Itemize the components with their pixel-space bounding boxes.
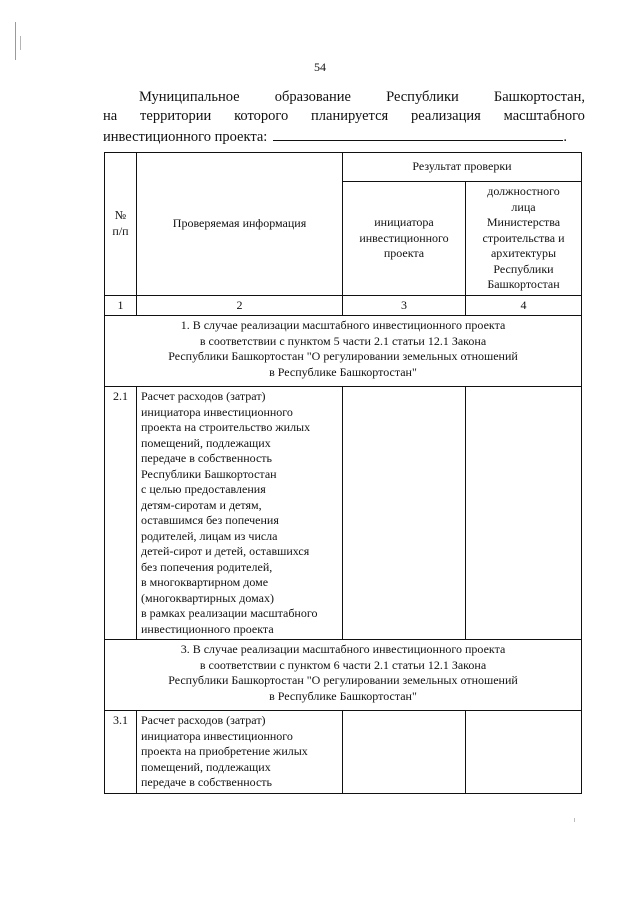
intro-line-2 (103, 107, 585, 126)
column-number-row (105, 295, 582, 316)
table-row (105, 711, 582, 794)
official-result-cell (466, 711, 582, 794)
initiator-result-cell (343, 711, 466, 794)
intro-word: территории (140, 108, 212, 124)
row-description: Расчет расходов (затрат) инициатора инвестиционного проекта на строительство жилых помещений, подлежащих передаче в собственность Республики Башкортостан с целью предоставления детям-сиротам и детям, оставшимся без попечения родителей, лицам из числа детей-сирот и детей, оставшихся без попечения родителей, в многоквартирном доме (многоквартирных домах) в рамках реализации масштабного инвестиционного проекта (137, 387, 343, 640)
column-number: 2 (137, 295, 343, 316)
scan-artifact (574, 818, 575, 822)
section-1-heading: 1. В случае реализации масштабного инвестиционного проекта в соответствии с пунктом 5 части 2.1 статьи 12.1 Закона Республики Башкортостан "О регулировании земельных отношений в Республике Башкортостан" (105, 316, 582, 387)
intro-word: масштабного (503, 108, 585, 124)
intro-word: которого (234, 108, 289, 124)
intro-line-1 (103, 88, 585, 107)
row-number: 3.1 (105, 711, 137, 794)
column-number: 3 (343, 295, 466, 316)
column-number: 1 (105, 295, 137, 316)
intro-word: Башкортостан, (493, 89, 585, 105)
intro-word: Республики (386, 89, 459, 105)
header-official: должностного лица Министерства строительства и архитектуры Республики Башкортостан (466, 182, 582, 296)
intro-word: реализация (411, 108, 481, 124)
header-result: Результат проверки (343, 153, 582, 182)
section-row (105, 640, 582, 711)
header-initiator: инициатора инвестиционного проекта (343, 182, 466, 296)
project-name-blank (273, 126, 563, 141)
section-row (105, 316, 582, 387)
initiator-result-cell (343, 387, 466, 640)
table-row (105, 387, 582, 640)
section-3-heading: 3. В случае реализации масштабного инвестиционного проекта в соответствии с пунктом 6 части 2.1 статьи 12.1 Закона Республики Башкортостан "О регулировании земельных отношений в Республике Башкортостан" (105, 640, 582, 711)
intro-line-3 (103, 126, 585, 147)
table-header-row (105, 153, 582, 182)
header-num: № п/п (105, 153, 137, 296)
official-result-cell (466, 387, 582, 640)
intro-line3-label: инвестиционного проекта: (103, 129, 268, 145)
intro-word: образование (274, 89, 351, 105)
intro-paragraph (103, 88, 585, 147)
verification-table (104, 152, 582, 794)
row-number: 2.1 (105, 387, 137, 640)
intro-line3-dot: . (563, 129, 567, 145)
intro-word: Муниципальное (139, 89, 240, 105)
page-number: 54 (314, 60, 326, 74)
column-number: 4 (466, 295, 582, 316)
intro-word: на (103, 108, 118, 124)
row-description: Расчет расходов (затрат) инициатора инвестиционного проекта на приобретение жилых помещений, подлежащих передаче в собственность (137, 711, 343, 794)
intro-word: планируется (311, 108, 389, 124)
header-info: Проверяемая информация (137, 153, 343, 296)
scan-artifact (15, 22, 16, 60)
scan-artifact (20, 36, 21, 50)
